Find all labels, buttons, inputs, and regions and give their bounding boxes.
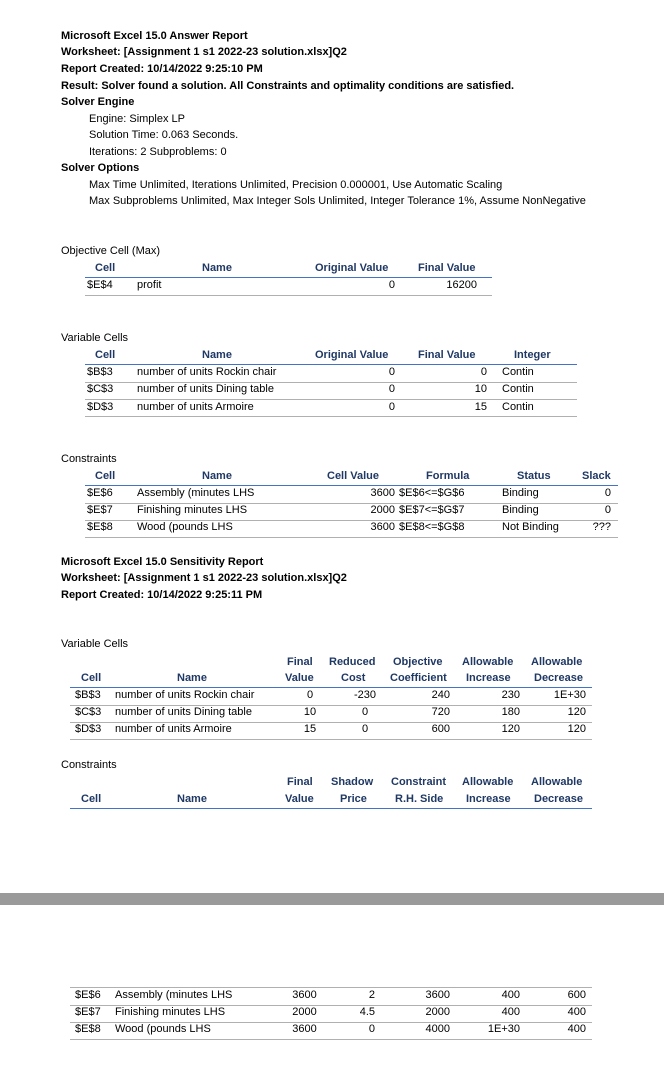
col-header-cell: Cell (81, 672, 102, 684)
constraint-status: Binding (502, 504, 539, 516)
objective-cell-ref: $E$4 (87, 279, 113, 291)
col-header-cell: Cell (95, 470, 116, 482)
variable-integer: Contin (502, 401, 534, 413)
col-header-name: Name (202, 349, 232, 361)
constraint-cell-ref: $E$7 (87, 504, 113, 516)
col-header-final-value: Final Value (418, 349, 476, 361)
sens-variable-final-value: 15 (303, 723, 317, 735)
col-header-value: Value (285, 793, 314, 805)
constraints-section-label: Constraints (61, 453, 117, 465)
sens-constraint-name: Finishing minutes LHS (115, 1006, 226, 1018)
sens-constraint-shadow-price: 4.5 (359, 1006, 375, 1018)
sens-constraint-rh-side: 4000 (425, 1023, 450, 1035)
sens-variable-objective-coef: 720 (431, 706, 450, 718)
sens-constraint-allowable-increase: 400 (501, 989, 520, 1001)
objective-section-label: Objective Cell (Max) (61, 245, 161, 257)
answer-report-result: Result: Solver found a solution. All Constraints and optimality conditions are satisfied. (61, 80, 515, 92)
sens-constraint-final-value: 3600 (292, 989, 317, 1001)
answer-report-title: Microsoft Excel 15.0 Answer Report (61, 30, 248, 42)
constraint-cell-value: 3600 (370, 521, 395, 533)
solver-engine-heading: Solver Engine (61, 96, 135, 108)
sens-constraint-name: Assembly (minutes LHS (115, 989, 233, 1001)
variable-original-value: 0 (388, 401, 395, 413)
sens-constraint-allowable-decrease: 600 (567, 989, 586, 1001)
options-line: Max Subproblems Unlimited, Max Integer Sols Unlimited, Integer Tolerance 1%, Assume NonNegative (89, 195, 586, 207)
col-header-cell: Cell (81, 793, 102, 805)
sens-variable-allowable-increase: 120 (501, 723, 520, 735)
constraint-name: Finishing minutes LHS (137, 504, 248, 516)
sens-constraint-allowable-decrease: 400 (567, 1006, 586, 1018)
variable-cell-name: number of units Dining table (137, 383, 274, 395)
variable-original-value: 0 (388, 366, 395, 378)
constraint-formula: $E$7<=$G$7 (399, 504, 465, 516)
col-header-original-value: Original Value (315, 262, 389, 274)
variable-final-value: 10 (474, 383, 487, 395)
sens-variable-allowable-increase: 180 (501, 706, 520, 718)
col-header-slack: Slack (582, 470, 611, 482)
options-line: Max Time Unlimited, Iterations Unlimited, Precision 0.000001, Use Automatic Scaling (89, 179, 503, 191)
sens-constraint-cell-ref: $E$7 (75, 1006, 101, 1018)
sens-constraint-allowable-increase: 400 (501, 1006, 520, 1018)
variable-cell-ref: $D$3 (87, 401, 114, 413)
sens-constraint-final-value: 3600 (292, 1023, 317, 1035)
sens-variable-reduced-cost: 0 (361, 706, 369, 718)
col-header-name: Name (177, 672, 207, 684)
sens-constraint-allowable-decrease: 400 (567, 1023, 586, 1035)
constraint-name: Assembly (minutes LHS (137, 487, 255, 499)
col-header-increase: Increase (466, 672, 511, 684)
col-header-decrease: Decrease (534, 793, 583, 805)
sens-constraint-name: Wood (pounds LHS (115, 1023, 211, 1035)
sens-constraint-cell-ref: $E$8 (75, 1023, 101, 1035)
col-header-price: Price (340, 793, 367, 805)
col-header-shadow: Shadow (331, 776, 374, 788)
sens-variable-cell-ref: $D$3 (75, 723, 102, 735)
sens-variable-cell-ref: $C$3 (75, 706, 102, 718)
col-header-final-value: Final Value (418, 262, 476, 274)
col-header-allowable: Allowable (462, 656, 514, 668)
col-header-value: Value (285, 672, 314, 684)
variable-final-value: 0 (480, 366, 487, 378)
sens-constraint-allowable-increase: 1E+30 (487, 1023, 520, 1035)
constraint-name: Wood (pounds LHS (137, 521, 233, 533)
col-header-cell: Cell (95, 262, 116, 274)
constraint-cell-value: 3600 (370, 487, 395, 499)
objective-final-value: 16200 (446, 279, 477, 291)
constraint-slack: 0 (604, 504, 611, 516)
sens-variable-allowable-decrease: 120 (567, 706, 586, 718)
variable-cell-name: number of units Rockin chair (137, 366, 277, 378)
sens-constraint-cell-ref: $E$6 (75, 989, 101, 1001)
constraint-cell-ref: $E$8 (87, 521, 113, 533)
sensitivity-report-worksheet: Worksheet: [Assignment 1 s1 2022-23 solution.xlsx]Q2 (61, 572, 347, 584)
col-header-allowable: Allowable (462, 776, 514, 788)
col-header-cell-value: Cell Value (327, 470, 379, 482)
col-header-original-value: Original Value (315, 349, 389, 361)
col-header-rh-side: R.H. Side (395, 793, 444, 805)
variable-original-value: 0 (388, 383, 395, 395)
sens-variable-allowable-increase: 230 (501, 689, 520, 701)
engine-line: Engine: Simplex LP (89, 113, 185, 125)
col-header-cell: Cell (95, 349, 116, 361)
variable-cell-ref: $B$3 (87, 366, 113, 378)
sens-constraints-section-label: Constraints (61, 759, 117, 771)
sens-variable-final-value: 10 (303, 706, 317, 718)
col-header-integer: Integer (514, 349, 551, 361)
constraint-formula: $E$6<=$G$6 (399, 487, 465, 499)
page-separator-bar (0, 893, 664, 905)
sens-constraint-shadow-price: 2 (368, 989, 375, 1001)
col-header-reduced: Reduced (329, 656, 376, 668)
sens-variable-reduced-cost: 0 (361, 723, 369, 735)
solver-options-heading: Solver Options (61, 162, 140, 174)
col-header-name: Name (177, 793, 207, 805)
variable-cell-ref: $C$3 (87, 383, 114, 395)
col-header-increase: Increase (466, 793, 511, 805)
answer-report-created: Report Created: 10/14/2022 9:25:10 PM (61, 63, 263, 75)
answer-report-worksheet: Worksheet: [Assignment 1 s1 2022-23 solution.xlsx]Q2 (61, 46, 347, 58)
objective-cell-name: profit (137, 279, 162, 291)
variable-integer: Contin (502, 366, 534, 378)
sensitivity-report-title: Microsoft Excel 15.0 Sensitivity Report (61, 556, 264, 568)
sens-variable-objective-coef: 600 (431, 723, 450, 735)
constraint-cell-value: 2000 (370, 504, 395, 516)
col-header-allowable: Allowable (531, 656, 583, 668)
variable-cells-section-label: Variable Cells (61, 332, 129, 344)
constraint-status: Not Binding (502, 521, 559, 533)
col-header-formula: Formula (426, 470, 470, 482)
sens-variable-allowable-decrease: 1E+30 (553, 689, 586, 701)
sens-variable-objective-coef: 240 (431, 689, 450, 701)
engine-line: Iterations: 2 Subproblems: 0 (89, 146, 227, 158)
col-header-name: Name (202, 262, 232, 274)
constraint-formula: $E$8<=$G$8 (399, 521, 465, 533)
objective-original-value: 0 (388, 279, 395, 291)
sens-variable-name: number of units Rockin chair (115, 689, 255, 701)
sens-constraint-shadow-price: 0 (368, 1023, 375, 1035)
col-header-coefficient: Coefficient (390, 672, 447, 684)
col-header-allowable: Allowable (531, 776, 583, 788)
constraint-slack: ??? (592, 521, 611, 533)
sens-variable-allowable-decrease: 120 (567, 723, 586, 735)
variable-final-value: 15 (474, 401, 487, 413)
sens-variable-cells-section-label: Variable Cells (61, 638, 129, 650)
col-header-objective: Objective (393, 656, 443, 668)
sensitivity-report-created: Report Created: 10/14/2022 9:25:11 PM (61, 589, 263, 601)
engine-line: Solution Time: 0.063 Seconds. (89, 129, 239, 141)
col-header-decrease: Decrease (534, 672, 583, 684)
col-header-constraint: Constraint (391, 776, 446, 788)
sens-variable-reduced-cost: -230 (353, 689, 377, 701)
col-header-status: Status (517, 470, 551, 482)
col-header-cost: Cost (341, 672, 366, 684)
sens-variable-name: number of units Dining table (115, 706, 252, 718)
sens-constraint-rh-side: 2000 (425, 1006, 450, 1018)
sens-constraint-rh-side: 3600 (425, 989, 450, 1001)
constraint-status: Binding (502, 487, 539, 499)
variable-integer: Contin (502, 383, 534, 395)
sens-constraint-final-value: 2000 (292, 1006, 317, 1018)
sens-variable-final-value: 0 (306, 689, 314, 701)
col-header-final: Final (287, 776, 313, 788)
sens-variable-name: number of units Armoire (115, 723, 232, 735)
col-header-name: Name (202, 470, 232, 482)
constraint-slack: 0 (604, 487, 611, 499)
sens-variable-cell-ref: $B$3 (75, 689, 101, 701)
constraint-cell-ref: $E$6 (87, 487, 113, 499)
variable-cell-name: number of units Armoire (137, 401, 254, 413)
col-header-final: Final (287, 656, 313, 668)
